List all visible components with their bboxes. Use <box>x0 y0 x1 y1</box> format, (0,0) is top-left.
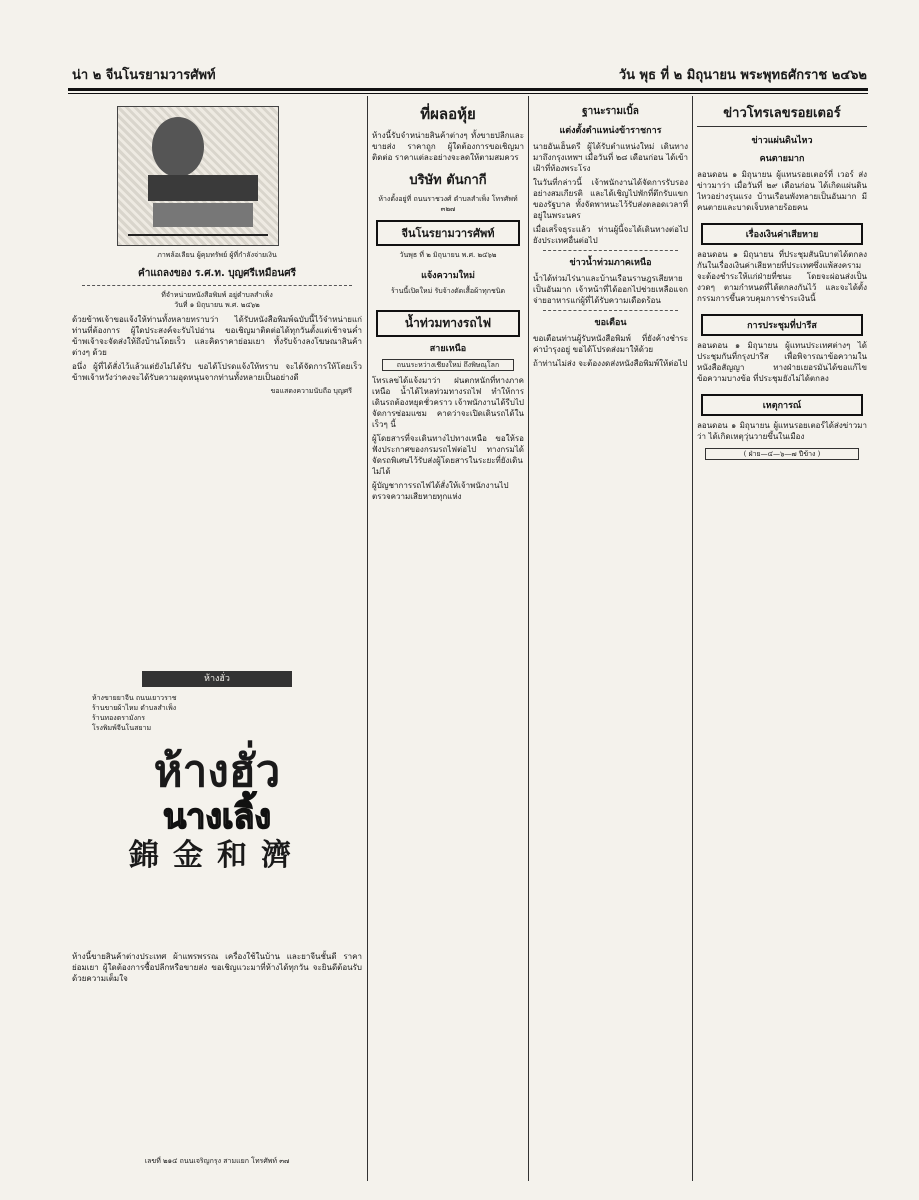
article-body: น้ำได้ท่วมไร่นาและบ้านเรือนราษฎรเสียหายเป็นอันมาก เจ้าหน้าที่ได้ออกไปช่วยเหลือแจกจ่ายอาหารแก่ผู้ที่ได้รับความเดือดร้อน <box>533 274 688 305</box>
ad-big-subtitle: นางเลิ้ง <box>163 797 271 837</box>
notice-body-2: อนึ่ง ผู้ที่ได้สั่งไว้แล้วแต่ยังไม่ได้รับ ขอได้โปรดแจ้งให้ทราบ จะได้จัดการให้โดยเร็ว ข้าพเจ้าหวังว่าคงจะได้รับความอุดหนุนจากท่านทั้งหลายเป็นอย่างดี <box>72 362 362 382</box>
article-body: ถ้าท่านไม่ส่ง จะต้องงดส่งหนังสือพิมพ์ให้ต่อไป <box>533 359 688 368</box>
ad-list-item: โรงพิมพ์จีนโนสยาม <box>92 724 152 732</box>
section-heading: แจ้งความใหม่ <box>421 271 475 281</box>
ad-list-item: ร้านขายผ้าไหม ตำบลสำเพ็ง <box>92 704 177 712</box>
masthead-rule-thin <box>68 93 868 94</box>
article-body: ลอนดอน ๑ มิถุนายน ผู้แทนรอยเตอร์ที่ เวอร์ ส่งข่าวมาว่า เมื่อวันที่ ๒๙ เดือนก่อน ได้เกิดแผ่นดินไหวอย่างรุนแรง บ้านเรือนพังทลายเป็นอันมาก มีคนตายและบาดเจ็บหลายร้อยคน <box>697 170 867 212</box>
page-number-header: น่า ๒ จีนโนรยามวารศัพท์ <box>72 68 216 83</box>
masthead-rule <box>68 88 868 91</box>
divider <box>543 250 678 251</box>
column-title: ฐานะรามเบิ้ล <box>582 106 639 117</box>
divider <box>543 310 678 311</box>
column-divider <box>367 96 368 1181</box>
article-body: เมื่อเสร็จธุระแล้ว ท่านผู้นี้จะได้เดินทางต่อไปยังประเทศอื่นต่อไป <box>533 225 688 245</box>
article-body: นายอันเฮ็นดรี ผู้ได้รับตำแหน่งใหม่ เดินทางมาถึงกรุงเทพฯ เมื่อวันที่ ๒๘ เดือนก่อน ได้เข้าเฝ้าที่ท้องพระโรง <box>533 142 688 173</box>
notice-date: วันที่ ๑ มิถุนายน พ.ศ. ๒๔๖๒ <box>174 301 260 309</box>
article-body: ลอนดอน ๑ มิถุนายน ที่ประชุมสันนิบาตได้ตกลงกันในเรื่องเงินค่าเสียหายที่ประเทศซึ่งแพ้สงครามจะต้องชำระให้แก่ฝ่ายที่ชนะ โดยจะผ่อนส่งเป็นงวดๆ ตามกำหนดที่ได้ตกลงกันไว้ และจะได้ตั้งกรรมการขึ้นควบคุมการชำระเงินนี้ <box>697 250 867 303</box>
column-2 <box>372 96 524 1186</box>
date-header: วัน พุธ ที่ ๒ มิถุนายน พระพุทธศักราช ๒๔๖๒ <box>618 68 867 83</box>
headline-subtitle: สายเหนือ <box>429 344 467 354</box>
ad-chinese-title: 錦金和濟 <box>129 838 305 873</box>
column-reuters <box>697 96 867 1186</box>
article-body: ผู้โดยสารที่จะเดินทางไปทางเหนือ ขอให้รอฟังประกาศของกรมรถไฟต่อไป ทางกรมได้จัดรถพิเศษไว้รับส่งผู้โดยสารในระยะที่ยังเดินไม่ได้ <box>372 434 524 476</box>
section-heading-box: การประชุมที่ปารีส <box>701 314 863 336</box>
column-subtitle: แต่งตั้งตำแหน่งข้าราชการ <box>559 126 662 136</box>
article-body: ลอนดอน ๑ มิถุนายน ผู้แทนรอยเตอร์ได้ส่งข่าวมาว่า ได้เกิดเหตุวุ่นวายขึ้นในเมือง <box>697 421 867 441</box>
ad-block <box>72 671 362 881</box>
cartoon-caption: ภาพล้อเลียน ผู้คุมทรัพย์ ผู้ที่กำลังจ่ายเงิน <box>157 251 277 259</box>
headline-box: น้ำท่วมทางรถไฟ <box>376 310 520 337</box>
notice-signature: ขอแสดงความนับถือ บุญศรี <box>270 387 352 395</box>
article-body: ในวันที่กล่าวนี้ เจ้าพนักงานได้จัดการรับรองอย่างสมเกียรติ และได้เชิญไปพักที่ตึกรับแขกของรัฐบาล ทั้งจัดพาหนะไว้รับส่งตลอดเวลาที่อยู่ในพระนคร <box>533 178 688 220</box>
ad-big-title: ห้างฮั่ว <box>153 746 281 797</box>
ad-body: ห้างนี้ขายสินค้าต่างประเทศ ผ้าแพรพรรณ เครื่องใช้ในบ้าน และยาจีนชั้นดี ราคาย่อมเยา ผู้ใดต้องการซื้อปลีกหรือขายส่ง ขอเชิญแวะมาที่ห้างได้ทุกวัน จะยินดีต้อนรับด้วยความเต็มใจ <box>72 952 362 983</box>
notice-body: ด้วยข้าพเจ้าขอแจ้งให้ท่านทั้งหลายทราบว่า ได้รับหนังสือพิมพ์ฉบับนี้ไว้จำหน่ายแก่ท่านที่ต้องการ ผู้ใดประสงค์จะรับไปอ่าน ขอเชิญมาติดต่อได้ทุกวันตั้งแต่เช้าจนค่ำ ข้าพเจ้าจะจัดส่งให้ถึงบ้านโดยเร็ว และคิดราคาย่อมเยา ทั้งรับจ้างลงโฆษณาสินค้าต่างๆ ด้วย <box>72 315 362 357</box>
closing-line: ( ฝ่าย—๔—๖—๗ ปีข้าง ) <box>705 448 859 460</box>
column-advertisements <box>72 96 362 1186</box>
column-divider <box>692 96 693 1181</box>
divider <box>82 285 352 286</box>
cartoon-illustration <box>117 106 279 246</box>
headline-subtitle-box: ถนนระหว่างเชียงใหม่ ถึงพิษณุโลก <box>382 359 514 371</box>
section-heading-box: เรื่องเงินค่าเสียหาย <box>701 223 863 245</box>
section-heading: ข่าวแผ่นดินไหว <box>751 136 813 146</box>
ad-footer: เลขที่ ๒๑๔ ถนนเจริญกรุง สามแยก โทรศัพท์ ๓๗ <box>144 1157 290 1165</box>
article-body: ห้างนี้รับจำหน่ายสินค้าต่างๆ ทั้งขายปลีกและขายส่ง ราคาถูก ผู้ใดต้องการขอเชิญมาติดต่อ ราคาแต่ละอย่างจะลดให้ตามสมควร <box>372 131 524 162</box>
notice-title: คำแถลงของ ร.ศ.ท. บุญศรีเหมือนศรี <box>138 268 296 279</box>
section-subheading: คนตายมาก <box>759 154 805 164</box>
article-body: โทรเลขได้แจ้งมาว่า ฝนตกหนักที่ทางภาคเหนือ น้ำได้ไหลท่วมทางรถไฟ ทำให้การเดินรถต้องหยุดชั่วคราว เจ้าพนักงานได้รีบไปจัดการซ่อมแซม คาดว่าจะเปิดเดินรถได้ในเร็วๆ นี้ <box>372 376 524 429</box>
section-heading-box: เหตุการณ์ <box>701 394 863 416</box>
paper-title-box: จีนโนรยามวารศัพท์ <box>376 220 520 246</box>
column-title: ข่าวโทรเลขรอยเตอร์ <box>697 102 867 127</box>
ad-list-item: ร้านทองตรามังกร <box>92 714 145 722</box>
cartoon-figures-icon <box>118 107 278 245</box>
section-heading: ขอเตือน <box>594 318 627 328</box>
company-name: บริษัท ตันกากี <box>409 173 487 188</box>
article-body: ผู้บัญชาการรถไฟได้สั่งให้เจ้าพนักงานไปตรวจความเสียหายทุกแห่ง <box>372 481 509 501</box>
column-3 <box>533 96 688 1186</box>
ad-banner: ห้างฮั่ว <box>142 671 292 687</box>
ad-list <box>92 693 342 733</box>
paper-date: วันพุธ ที่ ๒ มิถุนายน พ.ศ. ๒๔๖๒ <box>399 251 497 259</box>
article-body: ขอเตือนท่านผู้รับหนังสือพิมพ์ ที่ยังค้างชำระค่าบำรุงอยู่ ขอได้โปรดส่งมาให้ด้วย <box>533 334 688 354</box>
company-address: ห้างตั้งอยู่ที่ ถนนราชวงศ์ ตำบลสำเพ็ง โทรศัพท์ ๓๒๗ <box>378 195 518 213</box>
ad-list-item: ห้างขายยาจีน ถนนเยาวราช <box>92 694 177 702</box>
section-heading: ข่าวน้ำท่วมภาคเหนือ <box>569 258 652 268</box>
column-title: ที่ผลอหุ้ย <box>420 105 476 123</box>
section-body: ร้านนี้เปิดใหม่ รับจ้างตัดเสื้อผ้าทุกชนิด <box>390 287 506 295</box>
article-body: ลอนดอน ๑ มิถุนายน ผู้แทนประเทศต่างๆ ได้ประชุมกันที่กรุงปารีส เพื่อพิจารณาข้อความในหนังสือสัญญา ทางฝ่ายเยอรมันได้ขอแก้ไขข้อความบางข้อ ที่ประชุมยังไม่ได้ตกลง <box>697 341 867 383</box>
notice-subtitle: ที่จำหน่ายหนังสือพิมพ์ อยู่ตำบลสำเพ็ง <box>161 291 273 299</box>
masthead <box>72 58 867 84</box>
column-divider <box>528 96 529 1181</box>
